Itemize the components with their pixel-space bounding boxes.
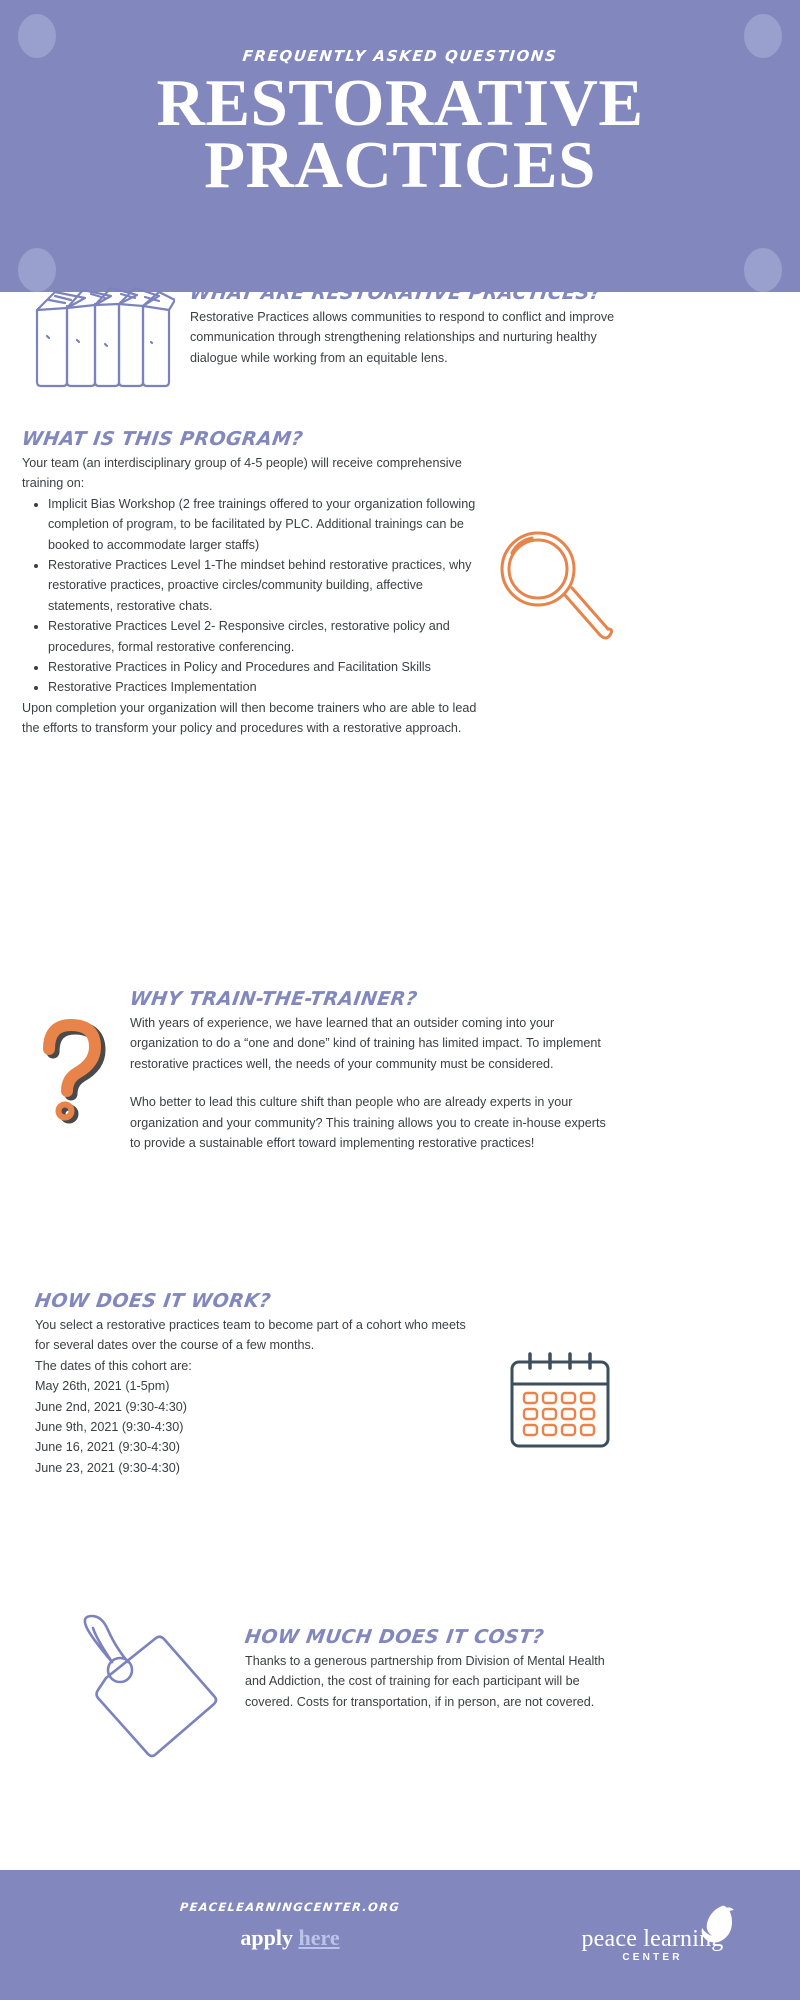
page-title — [0, 66, 800, 203]
apply-here-link[interactable] — [160, 1925, 420, 1951]
list-item: June 9th, 2021 (9:30-4:30) — [35, 1419, 184, 1434]
cost-body: Thanks to a generous partnership from Division of Mental Health and Addiction, the cost of training for each participant will be covered. Costs for transportation, if in person, are not covered. — [245, 1654, 605, 1709]
cost-text-block — [245, 1626, 625, 1712]
list-item: • Implicit Bias Workshop (2 free trainings offered to your organization following completion of program, to be facilitated by PLC. Additional trainings can be booked to accommodate larger staffs) — [48, 494, 487, 555]
cost-heading: HOW MUCH DOES IT COST? — [243, 1626, 546, 1648]
program-heading: WHAT IS THIS PROGRAM? — [20, 428, 305, 450]
cohort-dates-list — [35, 1376, 475, 1478]
calendar-icon — [500, 1348, 620, 1463]
peace-learning-center-logo — [560, 1908, 760, 1970]
books-icon — [25, 278, 175, 403]
apply-label: apply — [240, 1925, 299, 1950]
page-footer — [0, 1870, 800, 2000]
why-train-heading: WHY TRAIN-THE-TRAINER? — [128, 988, 419, 1010]
here-link[interactable]: here — [298, 1925, 340, 1950]
list-item: • Restorative Practices Level 2- Responsive circles, restorative policy and procedures, formal restorative conferencing. — [48, 616, 487, 657]
header-eyebrow: FREQUENTLY ASKED QUESTIONS — [241, 47, 559, 65]
how-it-works-text-block — [35, 1290, 475, 1478]
list-item: • Restorative Practices Level 1-The mindset behind restorative practices, why restorative practices, proactive circles/community building, affective statements, restorative chats. — [48, 555, 487, 616]
program-intro: Your team (an interdisciplinary group of 4-5 people) will receive comprehensive training on: — [22, 456, 462, 491]
why-train-text-block — [130, 988, 615, 1153]
logo-wordmark: peace learning — [581, 1926, 724, 1952]
price-tag-icon — [60, 1608, 220, 1778]
page-title-line-2: PRACTICES — [204, 128, 596, 203]
section-what-are-restorative-practices — [0, 270, 800, 410]
program-text-block — [22, 428, 487, 738]
program-outro: Upon completion your organization will then become trainers who are able to lead the efforts to transform your policy and procedures with a restorative approach. — [22, 700, 477, 736]
program-bullet-list — [36, 494, 487, 698]
how-it-works-body: You select a restorative practices team to become part of a cohort who meets for several dates over the course of a few months. — [35, 1318, 466, 1353]
magnifying-glass-icon — [490, 523, 620, 658]
section-how-does-it-work — [0, 1290, 800, 1510]
list-item: • Restorative Practices Implementation — [48, 677, 487, 697]
list-item: June 2nd, 2021 (9:30-4:30) — [35, 1399, 187, 1414]
what-are-heading: WHAT ARE RESTORATIVE PRACTICES? — [188, 282, 603, 304]
list-item: • Restorative Practices in Policy and Procedures and Facilitation Skills — [48, 657, 487, 677]
how-it-works-heading: HOW DOES IT WORK? — [33, 1290, 273, 1312]
what-are-body: Restorative Practices allows communities to respond to conflict and improve communication through strengthening relationships and nurturing healthy dialogue while working from an equitable lens. — [190, 310, 615, 365]
page-title-line-1: RESTORATIVE — [156, 66, 644, 140]
question-mark-icon — [35, 1018, 125, 1143]
list-item: June 23, 2021 (9:30-4:30) — [35, 1460, 180, 1475]
page-header — [0, 0, 800, 292]
section-what-is-this-program — [0, 428, 800, 758]
what-are-text-block — [190, 282, 615, 368]
section-why-train-the-trainer — [0, 980, 800, 1210]
section-how-much-does-it-cost — [0, 1608, 800, 1788]
footer-website-url[interactable]: PEACELEARNINGCENTER.ORG — [179, 1900, 401, 1914]
how-it-works-dates-label: The dates of this cohort are: — [35, 1358, 192, 1373]
list-item: June 16, 2021 (9:30-4:30) — [35, 1440, 180, 1455]
why-train-paragraph-2: Who better to lead this culture shift than people who are already experts in your organization and your community? This training allows you to create in-house experts to provide a sustainable effort toward implementing restorative practices! — [130, 1095, 606, 1150]
list-item: May 26th, 2021 (1-5pm) — [35, 1379, 170, 1394]
logo-subtext: CENTER — [622, 1952, 683, 1963]
why-train-paragraph-1: With years of experience, we have learned that an outsider coming into your organization to do a “one and done” kind of training has limited impact. To implement restorative practices well, the needs of your community must be considered. — [130, 1016, 601, 1071]
